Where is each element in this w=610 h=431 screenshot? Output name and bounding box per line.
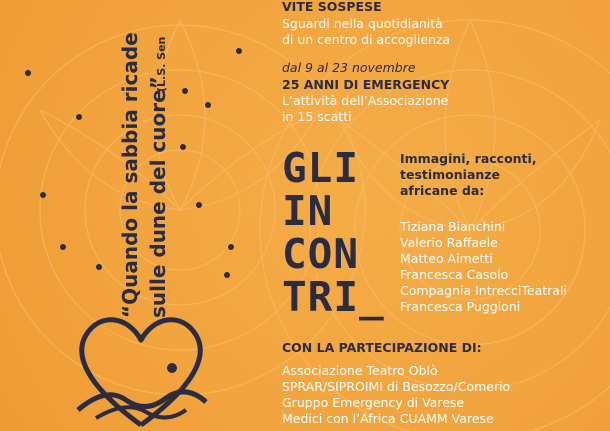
list-item: Tiziana Bianchini (400, 219, 506, 234)
exhibit-subtitle: in 15 scatti (282, 109, 352, 124)
list-item: Associazione Teatro Oblò (282, 363, 438, 378)
list-item: Medici con l’Africa CUAMM Varese (282, 411, 494, 426)
decorative-dot (182, 88, 188, 94)
decorative-dot (228, 244, 234, 250)
heart-dune-icon (66, 300, 216, 431)
vertical-quote-author: (L.S. Sen (155, 36, 168, 92)
exhibit-title: 25 ANNI DI EMERGENCY (282, 77, 450, 92)
list-item: Compagnia IntrecciTeatrali (400, 283, 567, 298)
list-item: Valerio Raffaele (400, 235, 498, 250)
exhibit-subtitle: Sguardi nella quotidianità (282, 16, 443, 31)
vertical-quote-line-2: sulle dune del cuore” (146, 76, 170, 318)
exhibit-subtitle: L’attività dell’Associazione (282, 93, 449, 108)
decorative-dot (236, 48, 242, 54)
headline-line: TRI_ (282, 273, 385, 321)
list-item: Matteo Aimetti (400, 251, 493, 266)
headline-gli-in-con-tri (282, 144, 385, 321)
list-item: Francesca Casolo (400, 267, 509, 282)
vertical-quote-line-1: “Quando la sabbia ricade (118, 32, 142, 318)
decorative-dot (205, 102, 211, 108)
participation-title: CON LA PARTECIPAZIONE DI: (282, 340, 482, 355)
exhibit-subtitle: di un centro di accoglienza (282, 32, 451, 47)
decorative-dot (224, 272, 230, 278)
decorative-dot (96, 264, 102, 270)
intro-text: testimonianze (400, 167, 501, 182)
exhibit-dates: dal 9 al 23 novembre (282, 60, 416, 75)
names-list (400, 219, 567, 315)
intro-text: Immagini, racconti, (400, 151, 537, 166)
decorative-dot (76, 114, 82, 120)
headline-line: GLI (282, 144, 360, 192)
intro-text: africane da: (400, 183, 485, 198)
headline-line: CON (282, 230, 360, 278)
headline-line: IN (282, 187, 334, 235)
decorative-dot (25, 70, 31, 76)
list-item: Francesca Puggioni (400, 299, 521, 314)
list-item: Gruppo Emergency di Varese (282, 395, 465, 410)
list-item: SPRAR/SIPROIMI di Besozzo/Comerio (282, 379, 511, 394)
decorative-dot (180, 144, 186, 150)
decorative-dot (40, 192, 46, 198)
exhibit-title: VITE SOSPESE (282, 0, 382, 14)
decorative-dot (60, 244, 66, 250)
decorative-dot (196, 202, 202, 208)
